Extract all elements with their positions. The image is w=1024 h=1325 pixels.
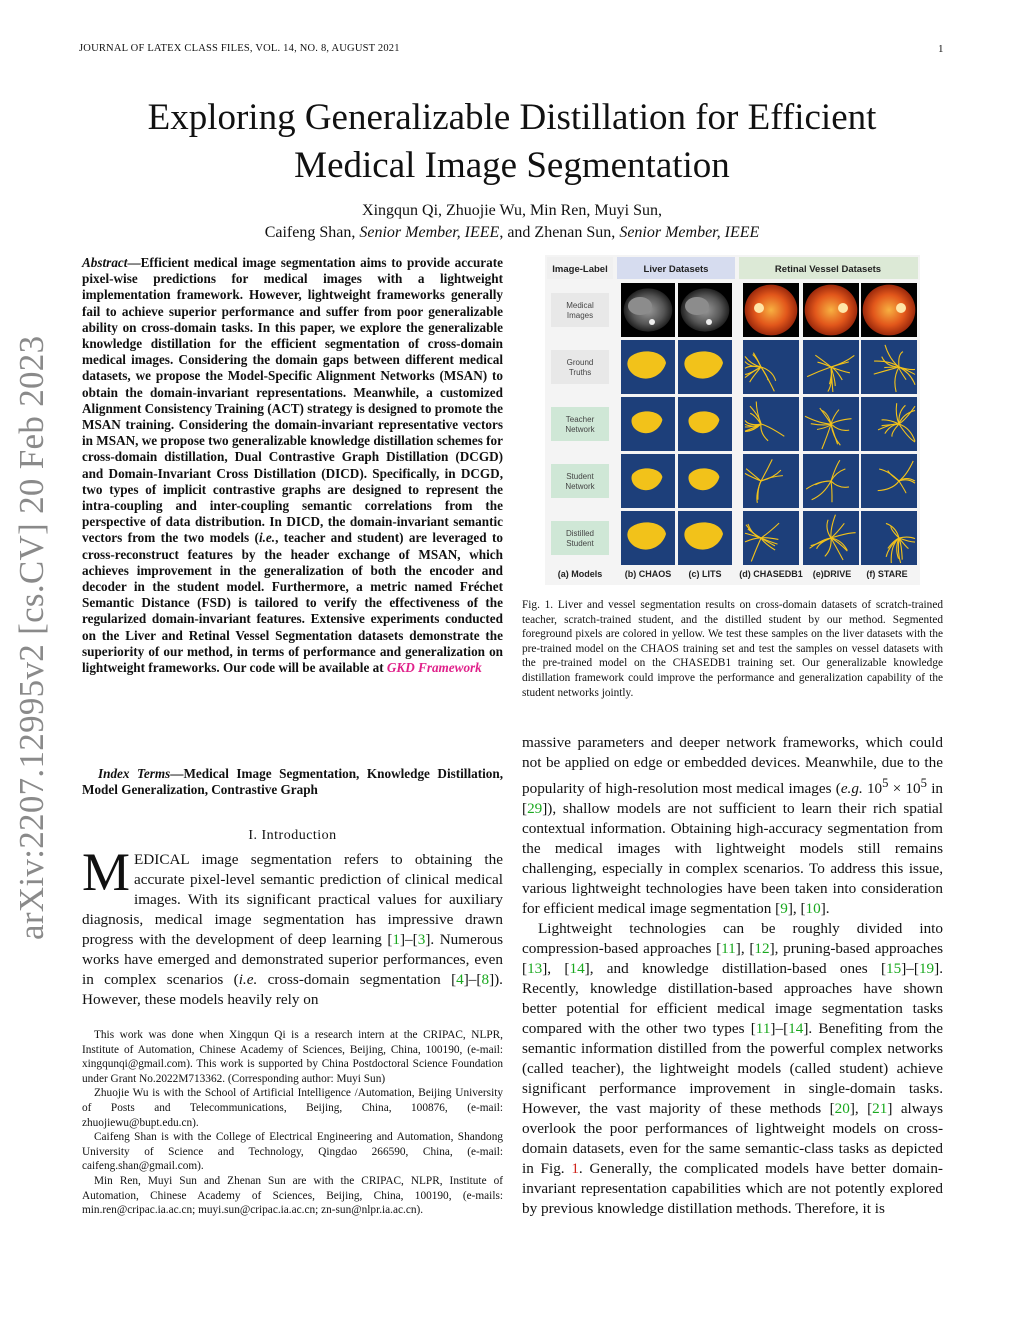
figure-reference-link[interactable]: 1 <box>571 1160 579 1178</box>
ct-liver-shape <box>685 297 709 315</box>
citation-link[interactable]: 3 <box>417 931 426 948</box>
footnotes <box>82 1028 503 1218</box>
row-label-box <box>551 464 609 498</box>
arxiv-stamp: arXiv:2207.12995v2 [cs.CV] 20 Feb 2023 <box>12 335 51 940</box>
row-label-text: Teacher <box>565 415 595 424</box>
citation-link[interactable]: 13 <box>527 960 543 978</box>
row-label-text: Ground <box>566 358 594 367</box>
row-label-box <box>551 521 609 555</box>
panel-label-d: (d) CHASEDB1 <box>739 569 803 579</box>
row-label-box <box>551 407 609 441</box>
segmentation-panel <box>861 511 917 565</box>
row-label-box <box>551 293 609 327</box>
right-column-text <box>522 733 943 1219</box>
gkd-framework-link[interactable]: GKD Framework <box>386 660 482 676</box>
col-header-liver: Liver Datasets <box>643 264 709 275</box>
citation-link[interactable]: 1 <box>392 931 400 948</box>
row-label-text: Images <box>566 311 594 320</box>
page-number: 1 <box>938 43 944 55</box>
panel-label-e: (e)DRIVE <box>812 569 852 579</box>
figure-1-graphic <box>545 255 920 585</box>
row-label-text: Distilled <box>565 529 595 538</box>
figure-caption: Fig. 1. Liver and vessel segmentation results on cross-domain datasets of scratch-trained teacher, scratch-trained student, and the distilled student by our method. Segmented foreground pixels are colored in yellow. We test these samples on the liver datasets with the pre-trained model on the CHAOS training set and test the samples on vessel datasets with the pre-trained model on the CHASEDB1 training set. Our generalizable knowledge distillation framework could improve the performance and generalization capability of the student networks jointly. <box>522 599 943 699</box>
row-label-text: Medical <box>566 301 594 310</box>
title-line-2: Medical Image Segmentation <box>294 145 730 186</box>
citation-link[interactable]: 15 <box>886 960 902 978</box>
introduction-text: MEDICAL image segmentation refers to obtaining the accurate pixel-level semantic prediction of clinical medical images. With its significant practical values for auxiliary diagnosis, medical image segmentation has impressive drawn progress with the development of deep learning [1]–[3]. Numerous works have emerged and demonstrated superior performances, even in complex scenarios (i.e. cross-domain segmentation [4]–[8]). However, these models heavily rely on <box>82 842 503 1008</box>
citation-link[interactable]: 10 <box>805 900 821 918</box>
col-header-label: Image-Label <box>552 264 608 275</box>
panel-label-c: (c) LITS <box>688 569 722 579</box>
figure-1 <box>545 255 920 585</box>
segmentation-panel <box>861 397 917 451</box>
dropcap: M <box>82 842 131 902</box>
ct-liver-shape <box>628 297 652 315</box>
panel-label-a: (a) Models <box>557 569 603 579</box>
fundus-disc <box>863 285 916 336</box>
abstract-label: Abstract <box>82 255 128 270</box>
panel-label-f: (f) STARE <box>866 569 908 579</box>
running-header: JOURNAL OF LATEX CLASS FILES, VOL. 14, NO. 8, AUGUST 2021 <box>79 43 400 54</box>
authors-line-2: Caifeng Shan, Senior Member, IEEE, and Zhenan Sun, Senior Member, IEEE <box>264 224 760 241</box>
vessel-segment <box>884 367 899 368</box>
optic-disc <box>896 303 906 313</box>
citation-link[interactable]: 9 <box>780 900 788 918</box>
footnote: This work was done when Xingqun Qi is a research intern at the CRIPAC, NLPR, Institute of Automation, Chinese Academy of Sciences, Beijing, China, 100190, (e-mail: xingqunqi@gmail.com). This work is supported by China Postdoctoral Science Foundation under Grant No.2022M713362. (Corresponding author: Muyi Sun) <box>82 1029 503 1085</box>
section-heading-introduction: I. Introduction <box>248 828 337 843</box>
row-label-text: Network <box>565 482 595 491</box>
citation-link[interactable]: 29 <box>527 800 543 818</box>
citation-link[interactable]: 12 <box>754 940 770 958</box>
segmentation-panel <box>861 454 917 508</box>
footnote: Caifeng Shan is with the College of Electrical Engineering and Automation, Shandong University of Science and Technology, Qingdao 266590, China, (e-mail: caifeng.shan@gmail.com). <box>82 1131 503 1173</box>
citation-link[interactable]: 20 <box>834 1100 850 1118</box>
citation-link[interactable]: 8 <box>481 971 490 988</box>
row-label-text: Student <box>566 539 594 548</box>
paragraph: Lightweight technologies can be roughly divided into compression-based approaches [11], [12], pruning-based approaches [13], [14], and knowledge distillation-based ones [15]–[19]. Recently, knowledge distillation-based approaches have shown better potential for efficient medical image segmentation tasks compared with the other two types [11]–[14]. Benefiting from the semantic information distilled from the powerful complex networks (called teacher), the lightweight models (called student) achieve significant performance improvement in single-domain tasks. However, the vast majority of these methods [20], [21] always overlook the poor performances of lightweight models on cross-domain datasets, even for the same semantic-class tasks as depicted in Fig. 1. Generally, the complicated models have better domain-invariant representation capabilities which are not potently explored by previous knowledge distillation methods. Therefore, it is <box>522 920 943 1218</box>
footnote: Zhuojie Wu is with the School of Artificial Intelligence /Automation, Beijing University of Posts and Telecommunications, Beijing, China, 100876, (e-mail: zhuojiewu@bupt.edu.cn). <box>82 1087 503 1129</box>
ct-spine-shape <box>649 319 655 325</box>
citation-link[interactable]: 19 <box>918 960 935 978</box>
index-terms: Index Terms—Medical Image Segmentation, Knowledge Distillation, Model Generalization, Contrastive Graph <box>82 766 504 798</box>
citation-link[interactable]: 11 <box>755 1020 771 1038</box>
citation-link[interactable]: 14 <box>569 960 585 978</box>
paragraph: massive parameters and deeper network frameworks, which could not be applied on edge or embedded devices. Meanwhile, due to the popularity of high-resolution most medical images (e.g. $10^5 \times 10^5$ in [29]), shallow models are not sufficient to learn their rich spatial contextual information. Obtaining high-accuracy segmentation from the medical images with lightweight models still remains challenging, especially in complex scenarios. To address this issue, various lightweight technologies have been taken into consideration for efficient medical image segmentation [9], [10]. <box>522 734 944 918</box>
ct-spine-shape <box>706 319 712 325</box>
title-line-1: Exploring Generalizable Distillation for Efficient <box>147 97 877 138</box>
index-terms-label: Index Terms <box>98 766 171 781</box>
optic-disc <box>838 303 848 313</box>
col-header-retina: Retinal Vessel Datasets <box>774 264 882 275</box>
optic-disc <box>754 303 764 313</box>
citation-link[interactable]: 21 <box>872 1100 888 1118</box>
row-label-box <box>551 350 609 384</box>
row-label-text: Truths <box>568 368 592 377</box>
panel-label-b: (b) CHAOS <box>624 569 672 579</box>
paper-title <box>60 94 964 190</box>
author-list <box>80 200 944 244</box>
citation-link[interactable]: 14 <box>788 1020 804 1038</box>
footnote: Min Ren, Muyi Sun and Zhenan Sun are with the CRIPAC, NLPR, Institute of Automation, Chinese Academy of Sciences, Beijing, China, 100190, (e-mails: min.ren@cripac.ia.ac.cn; muyi.sun@cripac.ia.ac.cn; zn-sun@nlpr.ia.ac.cn). <box>82 1174 503 1217</box>
abstract: Abstract—Efficient medical image segmentation aims to provide accurate pixel-wise predictions for medical images with a lightweight implementation framework. However, lightweight frameworks generally fail to achieve superior performance and suffer from poor generalizable ability on cross-domain tasks. In this paper, we explore the generalizable knowledge distillation for the efficient segmentation of cross-domain medical images. Considering the domain gaps between different medical datasets, we propose the Model-Specific Alignment Networks (MSAN) to obtain the domain-invariant representations. Meanwhile, a customized Alignment Consistency Training (ACT) strategy is designed to promote the MSAN training. Considering the domain-invariant representative vectors in MSAN, we propose two generalizable knowledge distillation schemes for cross-domain distillation, Dual Contrastive Graph Distillation (DCGD) and Domain-Invariant Cross Distillation (DICD). Specifically, in DCGD, two types of implicit contrastive graphs are designed to represent the intra-coupling and inter-coupling semantic correlations from the perspective of data distribution. In DICD, the domain-invariant semantic vectors from the two models (i.e., teacher and student) are leveraged to cross-reconstruct features by the header exchange of MSAN, which achieves improvement in the generalization of both the encoder and decoder in the student model. Furthermore, a metric named Fréchet Semantic Distance (FSD) is tailored to verify the effectiveness of the regularized domain-invariant features. Extensive experiments conducted on the Liver and Retinal Vessel Segmentation datasets demonstrate the superiority of our method, in terms of performance and generalization on lightweight frameworks. Our code will be available at GKD Framework <box>82 255 504 676</box>
fundus-disc <box>745 285 798 336</box>
row-label-text: Student <box>566 472 594 481</box>
citation-link[interactable]: 4 <box>456 971 464 988</box>
citation-link[interactable]: 11 <box>721 940 736 958</box>
authors-line-1: Xingqun Qi, Zhuojie Wu, Min Ren, Muyi Sun, <box>362 202 662 219</box>
row-label-text: Network <box>565 425 595 434</box>
fundus-disc <box>805 285 858 336</box>
